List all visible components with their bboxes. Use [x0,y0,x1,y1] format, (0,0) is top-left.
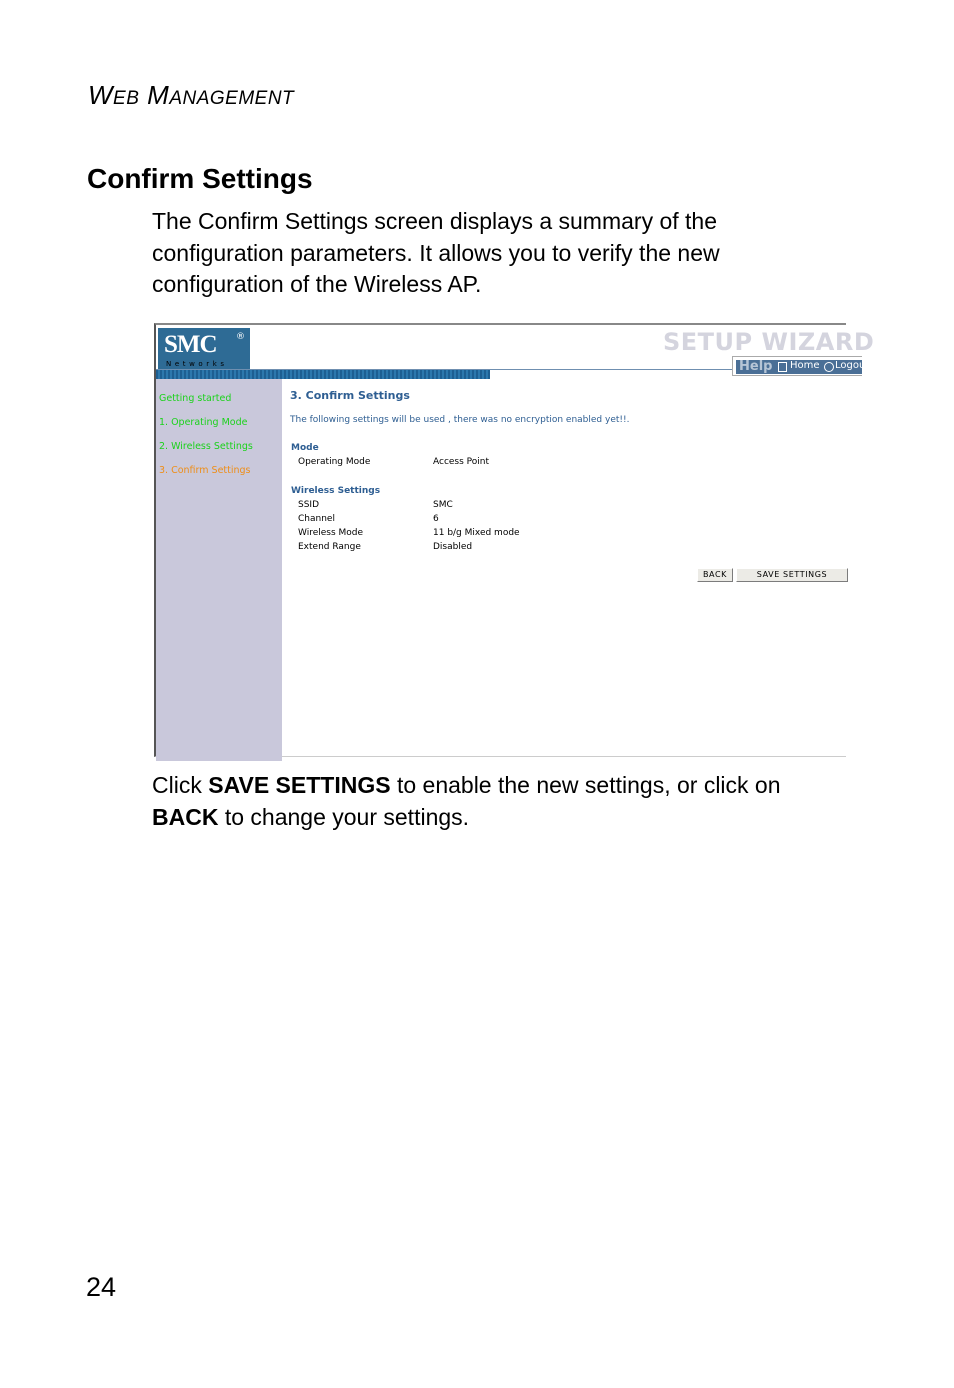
setting-label: Wireless Mode [298,528,364,538]
setting-label: Channel [298,514,335,524]
page-number: 24 [86,1272,117,1302]
home-icon[interactable] [778,362,787,372]
running-head [88,80,294,111]
wizard-sidebar [156,379,282,761]
running-head-m: M [147,80,170,110]
setting-value: 6 [433,514,439,524]
mode-group-title: Mode [291,443,319,453]
nav-accent-bar [156,370,490,379]
nav-operating-mode[interactable]: 1. Operating Mode [159,417,248,428]
home-link[interactable]: Home [790,360,820,371]
encryption-notice: The following settings will be used , there was no encryption enabled yet!!. [290,415,630,425]
outro-back: BACK [152,803,219,830]
section-title: Confirm Settings [87,163,313,194]
logout-link[interactable]: Logout [835,360,870,371]
back-button[interactable]: BACK [697,568,733,582]
outro-text-2: to enable the new settings, or click on [390,772,781,798]
registered-mark: ® [236,332,245,342]
running-head-eb: EB [113,88,140,109]
running-head-anagement: ANAGEMENT [169,88,295,109]
nav-confirm-settings[interactable]: 3. Confirm Settings [159,465,251,476]
smc-logo-subtitle: Networks [166,360,228,368]
setup-wizard-screenshot [154,323,875,757]
setting-value: SMC [433,500,453,510]
nav-getting-started[interactable]: Getting started [159,393,232,404]
save-settings-button[interactable]: SAVE SETTINGS [736,568,848,582]
outro-paragraph [152,770,852,833]
setting-value: 11 b/g Mixed mode [433,528,520,538]
step-title: 3. Confirm Settings [290,389,410,402]
help-link[interactable]: Help [739,359,773,374]
setting-label: SSID [298,500,320,510]
setting-value: Access Point [433,457,490,467]
smc-logo [158,328,250,370]
logout-icon[interactable] [824,362,834,372]
outro-text-1: Click [152,772,209,798]
outro-text-3: to change your settings. [218,803,470,830]
setting-label: Extend Range [298,542,361,552]
wireless-group-title: Wireless Settings [291,486,381,496]
smc-logo-text: SMC [164,331,217,358]
intro-paragraph: The Confirm Settings screen displays a summary of the configuration parameters. It allows you to verify the new configuration of the Wireless AP. [152,208,720,297]
outro-save-settings: SAVE SETTINGS [208,772,391,798]
help-bar [732,356,870,376]
nav-wireless-settings[interactable]: 2. Wireless Settings [159,441,253,452]
setting-value: Disabled [433,542,473,552]
setting-label: Operating Mode [298,457,371,467]
setup-wizard-title: SETUP WIZARD [663,328,875,356]
running-head-w: W [88,80,114,110]
help-bar-inner [736,359,870,374]
